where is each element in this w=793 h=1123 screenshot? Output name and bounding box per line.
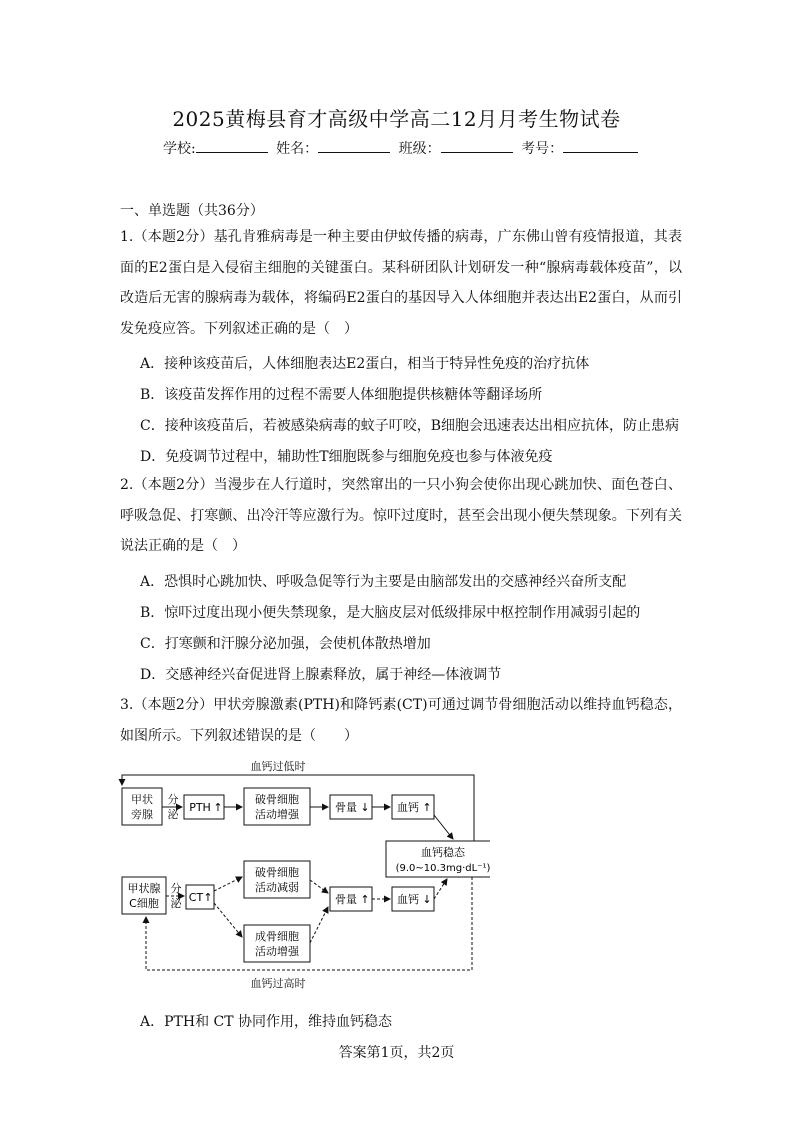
up-arrow-icon: ↑ xyxy=(203,891,213,904)
question-1-stem: 1.（本题2分）基孔肯雅病毒是一种主要由伊蚊传播的病毒，广东佛山曾有疫情报道，其表面的E2蛋白是入侵宿主细胞的关键蛋白。某科研团队计划研发一种“腺病毒载体疫苗”，以改造后无害的腺病毒为载体，将编码E2蛋白的基因导入人体细胞并表达出E2蛋白，从而引发免疫应答。下列叙述正确的是（ ） xyxy=(120,229,682,337)
school-blank[interactable] xyxy=(196,138,268,153)
secrete-bottom-1: 分 xyxy=(170,882,182,895)
question-3-stem: 3.（本题2分）甲状旁腺激素(PTH)和降钙素(CT)可通过调节骨细胞活动以维持血钙稳态，如图所示。下列叙述错误的是（ ） xyxy=(120,697,682,744)
name-label: 姓名： xyxy=(276,141,319,157)
question-2-option-b: B．惊吓过度出现小便失禁现象，是大脑皮层对低级排尿中枢控制作用减弱引起的 xyxy=(140,605,641,621)
calcium-regulation-diagram xyxy=(110,755,490,995)
question-2-stem: 2.（本题2分）当漫步在人行道时，突然窜出的一只小狗会使你出现心跳加快、面色苍白、呼吸急促、打寒颤、出冷汗等应激行为。惊吓过度时，甚至会出现小便失禁现象。下列有关说法正确的是（ ） xyxy=(120,477,682,554)
question-3-option-a: A．PTH和 CT 协同作用，维持血钙稳态 xyxy=(140,1014,393,1030)
osteoblast-enhanced-line2: 活动增强 xyxy=(255,945,299,958)
osteoclast-enhanced-line1: 破骨细胞 xyxy=(255,793,299,806)
name-blank[interactable] xyxy=(318,138,390,153)
up-arrow-icon: ↑ xyxy=(213,801,223,814)
up-arrow-icon: ↑ xyxy=(422,801,432,814)
down-arrow-icon: ↓ xyxy=(360,801,370,814)
calcium-decrease-label: 血钙 xyxy=(397,893,419,906)
student-info-line xyxy=(163,138,642,158)
question-2-option-d: D．交感神经兴奋促进肾上腺素释放，属于神经—体液调节 xyxy=(140,667,502,683)
calcium-increase-label: 血钙 xyxy=(397,801,419,814)
parathyroid-line1: 甲状 xyxy=(131,793,153,806)
question-2-option-c: C．打寒颤和汗腺分泌加强，会使机体散热增加 xyxy=(140,636,431,652)
bone-mass-increase-label: 骨量 xyxy=(335,893,357,906)
question-1-option-d: D．免疫调节过程中，辅助性T细胞既参与细胞免疫也参与体液免疫 xyxy=(140,449,553,465)
ct-label: CT xyxy=(188,891,204,904)
low-calcium-label: 血钙过低时 xyxy=(250,760,306,773)
exam-no-blank[interactable] xyxy=(563,138,638,153)
secrete-top-1: 分 xyxy=(167,793,179,806)
osteoclast-weakened-line1: 破骨细胞 xyxy=(255,866,299,879)
question-2-option-a: A．恐惧时心跳加快、呼吸急促等行为主要是由脑部发出的交感神经兴奋所支配 xyxy=(140,574,627,590)
secrete-bottom-2: 泌 xyxy=(170,897,182,910)
parathyroid-line2: 旁腺 xyxy=(131,808,153,821)
page-footer: 答案第1页，共2页 xyxy=(338,1045,455,1061)
c-cell-line1: 甲状腺 xyxy=(127,882,161,895)
class-blank[interactable] xyxy=(441,138,513,153)
school-label: 学校: xyxy=(163,141,196,157)
c-cell-line2: C细胞 xyxy=(129,897,159,910)
down-arrow-icon: ↓ xyxy=(422,893,432,906)
section-heading: 一、单选题（共36分） xyxy=(120,203,264,219)
secrete-top-2: 泌 xyxy=(167,808,179,821)
high-calcium-label: 血钙过高时 xyxy=(250,977,306,990)
question-1-option-c: C．接种该疫苗后，若被感染病毒的蚊子叮咬，B细胞会迅速表达出相应抗体，防止患病 xyxy=(140,418,679,434)
pth-label: PTH xyxy=(189,801,211,814)
homeostasis-title: 血钙稳态 xyxy=(421,846,465,859)
up-arrow-icon: ↑ xyxy=(360,893,370,906)
homeostasis-range: (9.0~10.3mg·dL⁻¹) xyxy=(395,863,490,874)
osteoclast-weakened-line2: 活动减弱 xyxy=(255,881,299,894)
bone-mass-decrease-label: 骨量 xyxy=(335,801,357,814)
question-1-option-a: A．接种该疫苗后，人体细胞表达E2蛋白，相当于特异性免疫的治疗抗体 xyxy=(140,356,590,372)
question-1-option-b: B．该疫苗发挥作用的过程不需要人体细胞提供核糖体等翻译场所 xyxy=(140,387,543,403)
osteoclast-enhanced-line2: 活动增强 xyxy=(255,808,299,821)
page-title: 2025黄梅县育才高级中学高二12月月考生物试卷 xyxy=(172,107,621,131)
osteoblast-enhanced-line1: 成骨细胞 xyxy=(255,930,299,943)
class-label: 班级： xyxy=(398,141,441,157)
exam-no-label: 考号： xyxy=(521,141,564,157)
